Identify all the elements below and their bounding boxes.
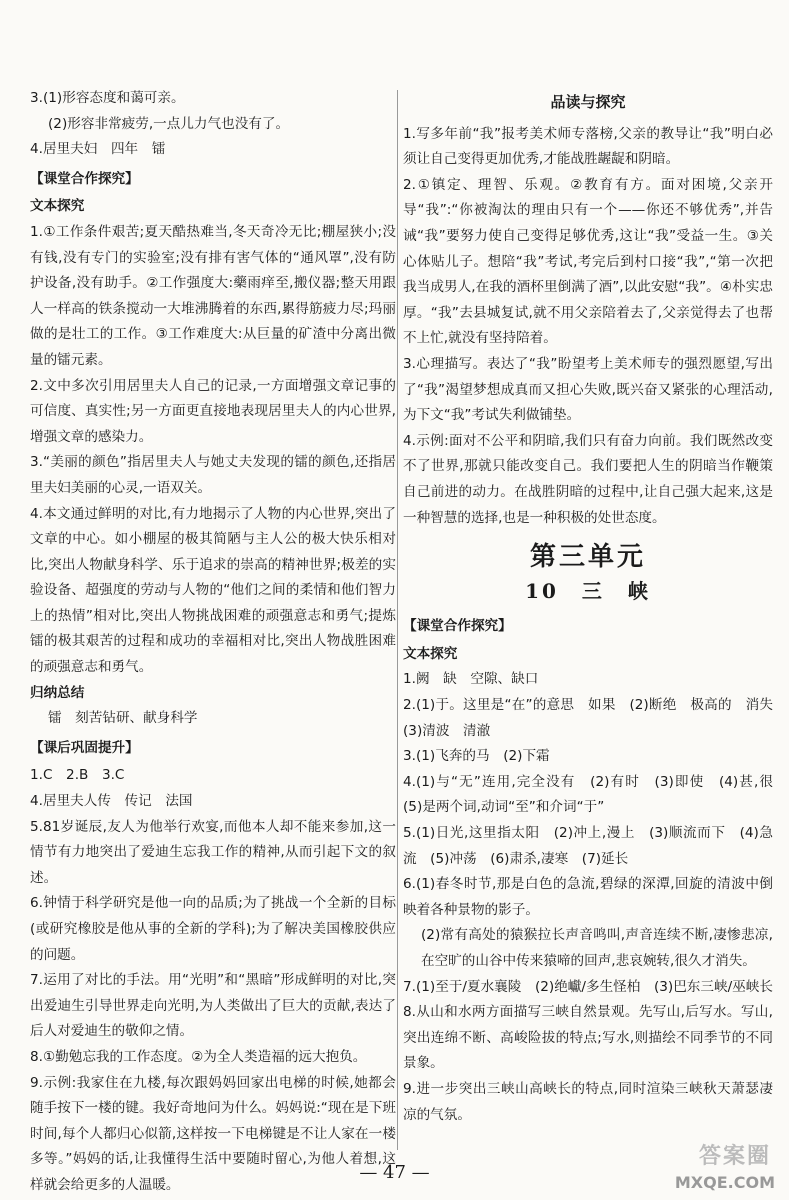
reading-3: 3.心理描写。表达了“我”盼望考上美术师专的强烈愿望,写出了“我”渴望梦想成真而又担心失败,既兴奋又紧张的心理活动,为下文“我”考试失利做铺垫。 [403, 355, 773, 424]
answer-3-2: (2)形容非常疲劳,一点儿力气也没有了。 [48, 115, 290, 132]
right-column [403, 86, 787, 1128]
section-heading-class-cooperation-2: 【课堂合作探究】 [403, 618, 512, 635]
lesson-title: 10 三 峡 [525, 578, 651, 603]
reading-2: 2.①镇定、理智、乐观。②教育有方。面对困境,父亲开导“我”:“你被淘汰的理由只有一个——你还不够优秀”,并告诫“我”要努力使自己变得足够优秀,这让“我”受益一生。③关心体贴儿子。想陪“我”考试,考完后到村口接“我”,“第一次把我当成男人,在我的酒杯里倒满了酒”,以此安慰“我”。④朴实忠厚。“我”去县城复试,就不用父亲陪着去了,父亲觉得去了也帮不上忙,就没有坚持陪着。 [403, 176, 773, 347]
three-gorges-2: 2.(1)于。这里是“在”的意思 如果 (2)断绝 极高的 消失 (3)清波 清澈 [403, 697, 787, 739]
text-inquiry-2: 2.文中多次引用居里夫人自己的记录,一方面增强文章记事的可信度、真实性;另一方面更直接地表现居里夫人的内心世界,增强文章的感染力。 [30, 377, 396, 445]
three-gorges-6a: 6.(1)春冬时节,那是白色的急流,碧绿的深潭,回旋的清波中倒映着各种景物的影子。 [403, 876, 773, 918]
subheading-text-inquiry-2: 文本探究 [403, 645, 458, 662]
left-column [30, 86, 396, 1199]
three-gorges-6b: (2)常有高处的猿猴拉长声音鸣叫,声音连续不断,凄惨悲凉,在空旷的山谷中传来猿啼的回声,悲哀婉转,很久才消失。 [421, 927, 773, 969]
section-heading-after-class: 【课后巩固提升】 [30, 739, 139, 756]
three-gorges-4: 4.(1)与“无”连用,完全没有 (2)有时 (3)即使 (4)甚,很 (5)是两个词,动词“至”和介词“于” [403, 773, 787, 816]
column-divider [397, 90, 398, 1150]
subheading-summary: 归纳总结 [30, 684, 85, 701]
subheading-text-inquiry: 文本探究 [30, 198, 85, 215]
after-class-7: 7.运用了对比的手法。用“光明”和“黑暗”形成鲜明的对比,突出爱迪生引导世界走向光明,为人类做出了巨大的贡献,表达了后人对爱迪生的敬仰之情。 [30, 972, 396, 1040]
reading-4: 4.示例:面对不公平和阴暗,我们只有奋力向前。我们既然改变不了世界,那就只能改变自己。我们要把人生的阴暗当作鞭策自己前进的动力。在战胜阴暗的过程中,让自己强大起来,这是一种智慧的选择,也是一种积极的处世态度。 [403, 432, 773, 526]
answer-3: 3.(1)形容态度和蔼可亲。 [30, 90, 185, 106]
summary-text: 镭 刻苦钻研、献身科学 [48, 710, 198, 727]
after-class-1-3: 1.C 2.B 3.C [30, 767, 125, 784]
section-title-reading: 品读与探究 [550, 93, 626, 111]
page-number: — 47 — [359, 1162, 430, 1183]
three-gorges-5: 5.(1)日光,这里指太阳 (2)冲上,漫上 (3)顺流而下 (4)急流 (5)冲荡 (6)肃杀,凄寒 (7)延长 [403, 825, 773, 867]
section-heading-class-cooperation: 【课堂合作探究】 [30, 170, 139, 187]
text-inquiry-4: 4.本文通过鲜明的对比,有力地揭示了人物的内心世界,突出了文章的中心。如小棚屋的极其简陋与主人公的极大快乐相对比,突出人物献身科学、乐于追求的崇高的精神世界;极差的实验设备、超强度的劳动与人物的“他们之间的柔情和他们智力上的热情”相对比,突出人物挑战困难的顽强意志和勇气;提炼镭的极其艰苦的过程和成功的幸福相对比,突出人物战胜困难的顽强意志和勇气。 [30, 505, 396, 676]
after-class-8: 8.①勤勉忘我的工作态度。②为全人类造福的远大抱负。 [30, 1048, 367, 1065]
three-gorges-1: 1.阙 缺 空隙、缺口 [403, 671, 539, 688]
watermark-logo: 答案圈 [698, 1144, 771, 1169]
three-gorges-3: 3.(1)飞奔的马 (2)下霜 [403, 748, 550, 765]
three-gorges-7: 7.(1)至于/夏水襄陵 (2)绝巘/多生怪柏 (3)巴东三峡/巫峡长 [403, 978, 773, 995]
text-inquiry-3: 3.“美丽的颜色”指居里夫人与她丈夫发现的镭的颜色,还指居里夫妇美丽的心灵,一语双关。 [30, 454, 396, 496]
watermark-url: MXQE.COM [674, 1173, 775, 1192]
three-gorges-9: 9.进一步突出三峡山高峡长的特点,同时渲染三峡秋天萧瑟凄凉的气氛。 [403, 1080, 773, 1123]
answer-4: 4.居里夫妇 四年 镭 [30, 141, 166, 158]
after-class-6: 6.钟情于科学研究是他一向的品质;为了挑战一个全新的目标(或研究橡胶是他从事的全新的学科);为了解决美国橡胶供应的问题。 [30, 895, 396, 963]
reading-1: 1.写多年前“我”报考美术师专落榜,父亲的教导让“我”明白必须让自己变得更加优秀,才能战胜龌龊和阴暗。 [403, 125, 773, 168]
after-class-5: 5.81岁诞辰,友人为他举行欢宴,而他本人却不能来参加,这一情节有力地突出了爱迪生忘我工作的精神,从而引起下文的叙述。 [30, 818, 396, 886]
after-class-4: 4.居里夫人传 传记 法国 [30, 793, 193, 810]
text-inquiry-1: 1.①工作条件艰苦;夏天酷热难当,冬天奇冷无比;棚屋狭小;没有钱,没有专门的实验室;没有排有害气体的“通风罩”,没有防护设备,没有助手。②工作强度大:藥雨痒至,搬仪器;整天用跟人一样高的铁条搅动一大堆沸腾着的东西,累得筋疲力尽;玛丽做的是壮工的工作。③工作难度大:从巨量的矿渣中分离出微量的镭元素。 [30, 223, 396, 368]
after-class-9: 9.示例:我家住在九楼,每次跟妈妈回家出电梯的时候,她都会随手按下一楼的键。我好奇地问为什么。妈妈说:“现在是下班时间,每个人都归心似箭,这样按一下电梯键是不让人家在一楼多等。”妈妈的话,让我懂得生活中要随时留心,为他人着想,这样就会给更多的人温暖。 [30, 1074, 396, 1193]
three-gorges-8: 8.从山和水两方面描写三峡自然景观。先写山,后写水。写山,突出连绵不断、高峻险拔的特点;写水,则描绘不同季节的不同景象。 [403, 1004, 773, 1072]
unit-title: 第三单元 [529, 542, 646, 573]
